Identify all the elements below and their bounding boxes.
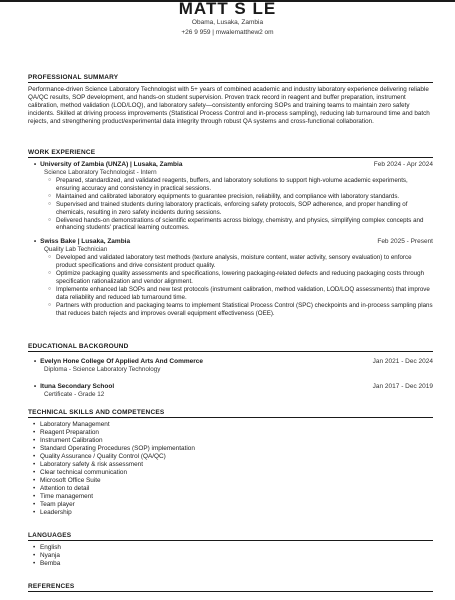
- education-section: [28, 343, 433, 399]
- skill-item: • Standard Operating Procedures (SOP) implementation: [40, 445, 433, 453]
- job-bullets: [34, 254, 433, 317]
- skills-section: [28, 409, 433, 517]
- job-bullets: [34, 177, 433, 232]
- references-section: [28, 583, 433, 595]
- job-bullet: ○ Partners with production and packaging teams to implement Statistical Process Control (SPC) checkpoints and in-process sampling plans that reduces batch rejects and improves overall equipment effectiveness (OEE).: [56, 302, 433, 318]
- school-dates: Jan 2021 - Dec 2024: [372, 358, 433, 365]
- job-bullet: ○ Prepared, standardized, and validated reagents, buffers, and laboratory solutions to support high-volume academic experiments, ensuring accuracy and consistency in practical sessions.: [56, 177, 433, 193]
- job-entry: [34, 161, 433, 232]
- job-bullet: ○ Supervised and trained students during laboratory practicals, enforcing safety protocols, SOP adherence, and proper handling of chemicals, resulting in zero safety incidents during sessions.: [56, 201, 433, 217]
- qualification: Certificate - Grade 12: [44, 391, 105, 398]
- summary-title: PROFESSIONAL SUMMARY: [28, 74, 433, 83]
- experience-title: WORK EXPERIENCE: [28, 149, 433, 158]
- job-role: Quality Lab Technician: [44, 246, 108, 254]
- skill-item: • Leadership: [40, 509, 433, 517]
- skill-item: • Reagent Preparation: [40, 429, 433, 437]
- skill-item: • Microsoft Office Suite: [40, 477, 433, 485]
- skill-item: • Time management: [40, 493, 433, 501]
- language-item: • Bemba: [40, 560, 433, 568]
- education-title: EDUCATIONAL BACKGROUND: [28, 343, 433, 352]
- candidate-location: Obama, Lusaka, Zambia: [191, 19, 264, 26]
- experience-section: [28, 149, 433, 318]
- skill-item: • Instrument Calibration: [40, 437, 433, 445]
- job-bullet: ○ Delivered hands-on demonstrations of scientific experiments across biology, chemistry, and physics, simplifying complex concepts and enhancing students' practical learning outcomes.: [56, 217, 433, 233]
- job-role: Science Laboratory Technologist - Intern: [44, 169, 157, 176]
- languages-section: [28, 532, 433, 568]
- references-title: REFERENCES: [28, 583, 433, 592]
- skill-item: • Clear technical communication: [40, 469, 433, 477]
- language-item: • Nyanja: [40, 552, 433, 560]
- school-name: • Evelyn Hone College Of Applied Arts And Commerce: [34, 358, 203, 366]
- language-item: • English: [40, 544, 433, 552]
- summary-section: [28, 74, 433, 126]
- job-dates: Feb 2025 - Present: [377, 238, 433, 246]
- school-name: • Ituna Secondary School: [34, 383, 114, 391]
- job-entry: [34, 238, 433, 317]
- job-bullet: ○ Optimize packaging quality assessments and specifications, lowering packaging-related defects and reducing packaging costs through specification rationalization and vendor alignment.: [56, 270, 433, 286]
- skills-title: TECHNICAL SKILLS AND COMPETENCES: [28, 409, 433, 418]
- job-org: • Swiss Bake | Lusaka, Zambia: [34, 238, 130, 246]
- languages-title: LANGUAGES: [28, 532, 433, 541]
- skills-list: [28, 421, 433, 517]
- school-dates: Jan 2017 - Dec 2019: [372, 383, 433, 390]
- education-entry: [34, 383, 433, 399]
- resume-header: [0, 0, 455, 36]
- summary-text: Performance-driven Science Laboratory Technologist with 5+ years of combined academic and industry laboratory experience delivering reliable QA/QC results, SOP development, and hands-on student supervision. Proven track record in reagent and buffer preparation, instrument calibration, method validation (LOD/LOQ), and laboratory safety—consistently enforcing SOPs and training teams to maintain zero safety incidents. Skilled at driving process improvements (Statistical Process Control and in-process sampling), reducing lab turnaround time and batch rejects, and strengthening product/experimental data integrity through robust QA systems and cross-functional collaboration.: [28, 86, 430, 126]
- education-entry: [34, 358, 433, 374]
- candidate-name: MATT S LE: [178, 0, 277, 18]
- job-bullet: ○ Implemente enhanced lab SOPs and new test protocols (instrument calibration, method validation, LOD/LOQ assessments) that improve data reliability and reduced lab turnaround time.: [56, 286, 433, 302]
- job-bullet: ○ Developed and validated laboratory test methods (texture analysis, moisture content, water activity, sensory evaluation) to enforce product specifications and drive consistent product quality.: [56, 254, 433, 270]
- job-bullet: ○ Maintained and calibrated laboratory equipments to guarantee precision, reliability, and compliance with laboratory standards.: [56, 193, 433, 201]
- skill-item: • Quality Assurance / Quality Control (QA/QC): [40, 453, 433, 461]
- skill-item: • Laboratory safety & risk assessment: [40, 461, 433, 469]
- qualification: Diploma - Science Laboratory Technology: [44, 366, 161, 373]
- skill-item: • Team player: [40, 501, 433, 509]
- candidate-contact: +26 9 959 | mwalematthew2 om: [181, 29, 274, 36]
- job-dates: Feb 2024 - Apr 2024: [373, 161, 433, 168]
- languages-list: [28, 544, 433, 568]
- job-org: • University of Zambia (UNZA) | Lusaka, Zambia: [34, 161, 182, 169]
- skill-item: • Attention to detail: [40, 485, 433, 493]
- skill-item: • Laboratory Management: [40, 421, 433, 429]
